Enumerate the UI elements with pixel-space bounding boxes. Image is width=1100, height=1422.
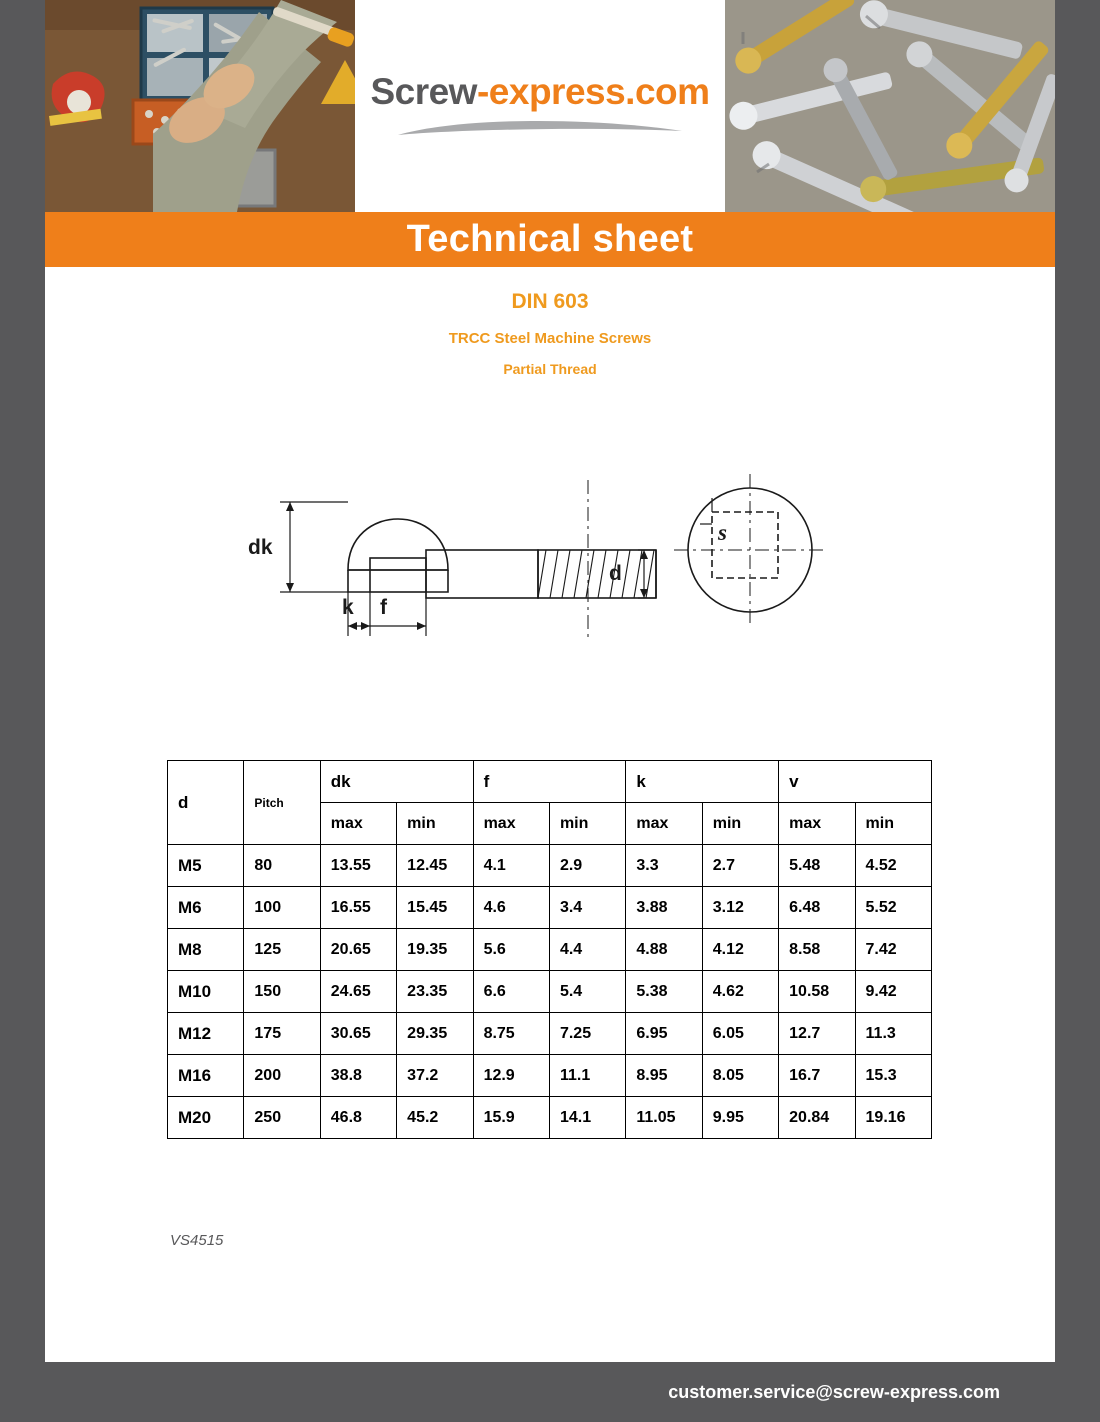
table-row [168, 845, 932, 887]
cell-f-min: 5.4 [549, 971, 625, 1013]
brand-logo [355, 0, 725, 212]
cell-d: M10 [168, 971, 244, 1013]
cell-pitch: 100 [244, 887, 320, 929]
cell-f-min: 14.1 [549, 1097, 625, 1139]
label-s: s [718, 520, 727, 545]
cell-dk-min: 12.45 [397, 845, 473, 887]
table-row [168, 971, 932, 1013]
specification-table [167, 760, 932, 1139]
cell-dk-min: 15.45 [397, 887, 473, 929]
header-f-max: max [473, 803, 549, 845]
document-titles [45, 290, 1055, 377]
cell-v-min: 7.42 [855, 929, 931, 971]
cell-dk-min: 37.2 [397, 1055, 473, 1097]
cell-f-max: 6.6 [473, 971, 549, 1013]
label-d: d [609, 562, 622, 585]
cell-k-max: 8.95 [626, 1055, 702, 1097]
cell-pitch: 150 [244, 971, 320, 1013]
cell-k-max: 4.88 [626, 929, 702, 971]
cell-k-min: 4.62 [702, 971, 778, 1013]
logo-text-accent: -express.com [476, 71, 710, 112]
table-row [168, 929, 932, 971]
cell-d: M20 [168, 1097, 244, 1139]
standard-title: DIN 603 [511, 290, 589, 313]
cell-v-min: 19.16 [855, 1097, 931, 1139]
page-header [45, 0, 1055, 212]
banner-title: Technical sheet [406, 218, 694, 260]
label-k: k [342, 596, 354, 619]
label-f: f [380, 596, 387, 619]
cell-pitch: 175 [244, 1013, 320, 1055]
left-margin-bar [0, 0, 45, 1422]
table-row [168, 1013, 932, 1055]
cell-f-max: 8.75 [473, 1013, 549, 1055]
cell-k-max: 5.38 [626, 971, 702, 1013]
cell-k-max: 3.3 [626, 845, 702, 887]
document-code: VS4515 [170, 1232, 224, 1249]
cell-v-max: 20.84 [779, 1097, 855, 1139]
cell-v-max: 16.7 [779, 1055, 855, 1097]
cell-pitch: 250 [244, 1097, 320, 1139]
cell-k-min: 3.12 [702, 887, 778, 929]
cell-f-max: 4.6 [473, 887, 549, 929]
cell-pitch: 200 [244, 1055, 320, 1097]
cell-f-min: 2.9 [549, 845, 625, 887]
cell-dk-min: 23.35 [397, 971, 473, 1013]
header-dk-min: min [397, 803, 473, 845]
logo-text [370, 71, 709, 113]
technical-sheet-banner [45, 212, 1055, 267]
cell-k-min: 6.05 [702, 1013, 778, 1055]
header-v-max: max [779, 803, 855, 845]
header-f: f [473, 761, 626, 803]
label-dk: dk [248, 536, 273, 559]
cell-f-min: 3.4 [549, 887, 625, 929]
cell-k-min: 4.12 [702, 929, 778, 971]
technical-drawing [220, 440, 880, 660]
cell-v-max: 10.58 [779, 971, 855, 1013]
cell-dk-max: 38.8 [320, 1055, 396, 1097]
table-row [168, 887, 932, 929]
header-f-min: min [549, 803, 625, 845]
cell-v-min: 9.42 [855, 971, 931, 1013]
cell-v-min: 4.52 [855, 845, 931, 887]
bottom-white-strip [45, 1332, 1055, 1362]
header-v-min: min [855, 803, 931, 845]
cell-v-max: 6.48 [779, 887, 855, 929]
cell-k-max: 3.88 [626, 887, 702, 929]
cell-k-min: 8.05 [702, 1055, 778, 1097]
cell-d: M16 [168, 1055, 244, 1097]
product-subtitle: TRCC Steel Machine Screws [448, 330, 652, 347]
header-dk-max: max [320, 803, 396, 845]
cell-dk-max: 16.55 [320, 887, 396, 929]
cell-d: M5 [168, 845, 244, 887]
cell-v-min: 15.3 [855, 1055, 931, 1097]
header-pitch: Pitch [244, 761, 320, 845]
cell-k-max: 11.05 [626, 1097, 702, 1139]
workbench-photo [45, 0, 355, 212]
logo-text-primary: Screw [370, 71, 477, 112]
cell-dk-min: 29.35 [397, 1013, 473, 1055]
thread-type: Partial Thread [503, 361, 597, 377]
cell-f-min: 7.25 [549, 1013, 625, 1055]
cell-d: M8 [168, 929, 244, 971]
header-k-max: max [626, 803, 702, 845]
cell-k-min: 2.7 [702, 845, 778, 887]
cell-v-min: 5.52 [855, 887, 931, 929]
specification-table-wrap [167, 760, 932, 1139]
cell-dk-max: 13.55 [320, 845, 396, 887]
cell-v-max: 12.7 [779, 1013, 855, 1055]
cell-v-min: 11.3 [855, 1013, 931, 1055]
table-header-row-1 [168, 761, 932, 803]
right-margin-bar [1055, 0, 1100, 1422]
cell-dk-min: 19.35 [397, 929, 473, 971]
header-d: d [168, 761, 244, 845]
header-v: v [779, 761, 932, 803]
cell-f-max: 4.1 [473, 845, 549, 887]
cell-d: M6 [168, 887, 244, 929]
cell-v-max: 5.48 [779, 845, 855, 887]
header-k-min: min [702, 803, 778, 845]
cell-f-max: 15.9 [473, 1097, 549, 1139]
header-k: k [626, 761, 779, 803]
cell-f-min: 4.4 [549, 929, 625, 971]
table-row [168, 1055, 932, 1097]
logo-swoosh-icon [390, 115, 690, 141]
cell-f-max: 5.6 [473, 929, 549, 971]
cell-dk-max: 20.65 [320, 929, 396, 971]
cell-dk-max: 46.8 [320, 1097, 396, 1139]
cell-v-max: 8.58 [779, 929, 855, 971]
cell-k-max: 6.95 [626, 1013, 702, 1055]
screws-photo [725, 0, 1055, 212]
cell-dk-max: 24.65 [320, 971, 396, 1013]
footer-email[interactable]: customer.service@screw-express.com [668, 1381, 1000, 1402]
table-row [168, 1097, 932, 1139]
cell-dk-min: 45.2 [397, 1097, 473, 1139]
cell-f-max: 12.9 [473, 1055, 549, 1097]
cell-dk-max: 30.65 [320, 1013, 396, 1055]
cell-pitch: 80 [244, 845, 320, 887]
cell-f-min: 11.1 [549, 1055, 625, 1097]
page-footer [0, 1362, 1100, 1422]
cell-pitch: 125 [244, 929, 320, 971]
header-dk: dk [320, 761, 473, 803]
cell-k-min: 9.95 [702, 1097, 778, 1139]
cell-d: M12 [168, 1013, 244, 1055]
